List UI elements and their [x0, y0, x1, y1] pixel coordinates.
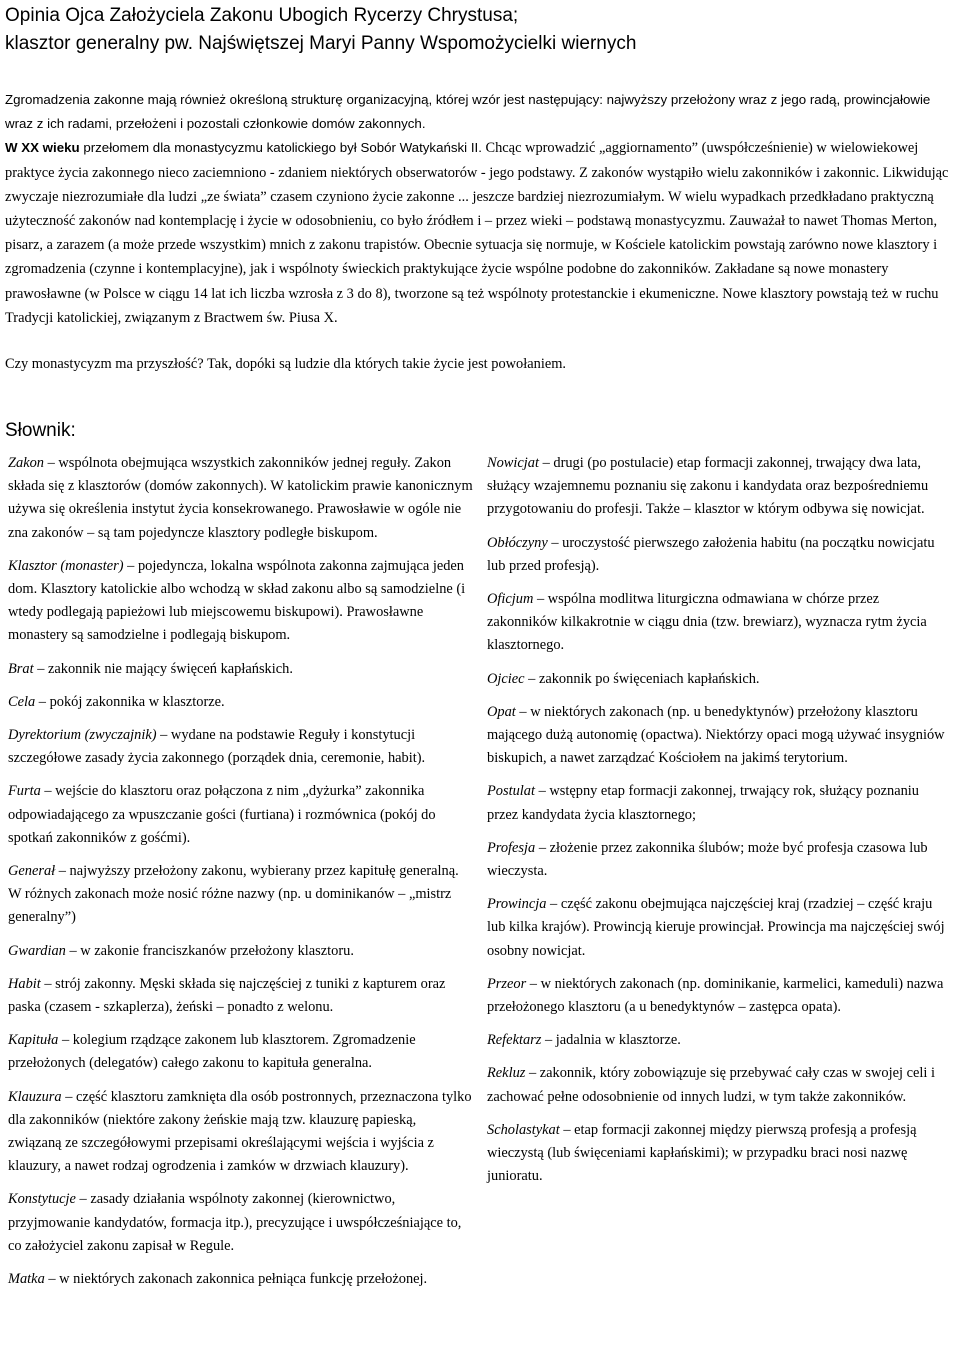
glossary-definition: – w niektórych zakonach zakonnica pełniąca funkcję przełożonej. [44, 1271, 428, 1288]
glossary-term: Dyrektorium (zwyczajnik) [8, 727, 157, 744]
glossary-entry [487, 588, 952, 658]
glossary-definition: – wstępny etap formacji zakonnej, trwający rok, służący poznaniu przez kandydata życia klasztornego; [487, 783, 919, 823]
glossary-term: Brat [8, 660, 34, 677]
glossary-entry [8, 940, 473, 963]
intro-body-text: Chcąc wprowadzić „aggiornamento” (uwspółcześnienie) w wielowiekowej praktyce życia zakonnego nieco zaciemniono - zdaniem niektórych obserwatorów - jego podstawy. Z zakonów wystąpiło wielu zakonników i zakonnic. Likwidując zwyczaje niezrozumiałe dla ludzi „ze świata” czasem czyniono życie zakonne ... jeszcze bardziej niezrozumiałym. W wielu wypadkach przedkładano praktyczną użyteczność zakonów nad kontemplację i życie w odosobnieniu, co było źródłem i – przez wieki – podstawą monastycyzmu. Zauważał to nawet Thomas Merton, pisarz, a zarazem (a może przede wszystkim) mnich z zakonu trapistów. Obecnie sytuacja się normuje, w Kościele katolickim powstają zarówno nowe klasztory i zgromadzenia (czynne i kontemplacyjne), jak i wspólnoty świeckich praktykujące życie wspólne podobne do zakonników. Zakładane są nowe monastery prawosławne (w Polsce w ciągu 14 lat ich liczba wzrosła z 3 do 8), tworzone są też wspólnoty protestanckie i ekumeniczne. Nowe klasztory powstają też w ruchu Tradycji katolickiej, związanym z Bractwem św. Piusa X. [5, 140, 949, 326]
glossary-definition: – złożenie przez zakonnika ślubów; może być profesja czasowa lub wieczysta. [487, 839, 928, 880]
glossary-definition: – część zakonu obejmująca najczęściej kraj (rzadziej – część kraju lub kilka krajów). Prowincją kieruje prowincjał. Prowincja ma najczęściej swój osobny nowicjat. [487, 896, 945, 959]
glossary-definition: – uroczystość pierwszego założenia habitu (na początku nowicjatu lub przed profesją). [487, 534, 935, 574]
glossary-term: Nowicjat [487, 455, 539, 471]
glossary-definition: – zakonnik nie mający święceń kapłańskich. [33, 660, 293, 677]
intro-sentence-structure: Zgromadzenia zakonne mają również określoną strukturę organizacyjną, której wzór jest następujący: najwyższy przełożony wraz z jego radą, prowincjałowie wraz z ich radami, przełożeni i pozostali członkowie domów zakonnych. [5, 92, 931, 132]
glossary-definition: – w niektórych zakonach (np. u benedyktynów) przełożony klasztoru mającego dużą autonomię (opactwa). Niektórzy opaci mogą używać insygniów biskupich, a nawet zarządzać Kościołem na jakimś terytorium. [487, 703, 945, 767]
glossary-term: Cela [8, 693, 36, 710]
intro-vatican-council: przełomem dla monastycyzmu katolickiego był Sobór Watykański II. [79, 140, 482, 156]
document-title [5, 2, 955, 58]
glossary-term: Przeor [487, 975, 527, 992]
glossary-term: Matka [8, 1271, 45, 1288]
glossary-term: Zakon [8, 455, 44, 471]
glossary-definition: – w niektórych zakonach (np. dominikanie, karmelici, kameduli) nazwa przełożonego klasztoru (a u benedyktynów – zastępca opata). [487, 975, 944, 1016]
glossary-term: Furta [8, 783, 41, 800]
glossary-definition: – zakonnik po święceniach kapłańskich. [524, 670, 760, 687]
glossary-definition: – drugi (po postulacie) etap formacji zakonnej, trwający dwa lata, służący wzajemnemu poznaniu się zakonu i kandydata oraz bezpośredniemu przygotowaniu do profesji. Także – klasztor w którym odbywa się nowicjat. [487, 455, 929, 518]
glossary-definition: – zasady działania wspólnoty zakonnej (kierownictwo, przyjmowanie kandydatów, formacja itp.), precyzujące i uwspółcześniające to, co założyciel zakonu zapisał w Regule. [8, 1191, 462, 1254]
glossary-entry [8, 555, 473, 648]
glossary-entry [8, 860, 473, 930]
glossary-definition: – jadalnia w klasztorze. [541, 1032, 681, 1049]
glossary-heading: Słownik: [5, 420, 76, 441]
glossary-term: Scholastykat [487, 1121, 560, 1138]
glossary-term: Habit [8, 975, 41, 992]
glossary-column-left [8, 452, 473, 1301]
glossary-definition: – w zakonie franciszkanów przełożony klasztoru. [65, 942, 354, 959]
glossary-entry [8, 724, 473, 770]
glossary-entry [8, 1029, 473, 1075]
glossary-entry [487, 452, 952, 522]
glossary-entry [487, 893, 952, 963]
glossary-definition: – etap formacji zakonnej między pierwszą profesją a profesją wieczystą (lub święceniami kapłańskimi); w przypadku braci nosi nazwę junioratu. [487, 1121, 917, 1185]
glossary-entry [8, 452, 473, 545]
glossary-entry [487, 837, 952, 883]
glossary-entry [487, 973, 952, 1019]
title-line-1: Opinia Ojca Założyciela Zakonu Ubogich Rycerzy Chrystusa; [5, 5, 519, 26]
glossary-definition: – najwyższy przełożony zakonu, wybierany przez kapitułę generalną. W różnych zakonach może nosić różne nazwy (np. u dominikanów – „mistrz generalny”) [8, 863, 459, 926]
glossary-term: Rekluz [487, 1065, 526, 1082]
glossary-entry [487, 1062, 952, 1108]
glossary-definition: – zakonnik, który zobowiązuje się przebywać cały czas w swojej celi i zachować pełne odosobnienie od innych ludzi, w tym także zakonników. [487, 1065, 935, 1105]
glossary-term: Obłóczyny [487, 534, 548, 551]
glossary-term: Opat [487, 703, 516, 720]
glossary-term: Profesja [487, 839, 536, 856]
glossary-definition: – część klasztoru zamknięta dla osób postronnych, przeznaczona tylko dla zakonników (niektóre zakony żeńskie mają tzw. klauzurę papieską, związaną ze szczegółowymi przepisami określającymi wejścia i wyjścia z klauzury, a nawet rodzaj ogrodzenia i zamków w drzwiach klauzury). [8, 1088, 472, 1175]
glossary-definition: – wspólna modlitwa liturgiczna odmawiana w chórze przez zakonników kilkakrotnie w ciągu dnia (tzw. brewiarz), wyznacza rytm życia klasztornego. [487, 591, 927, 654]
glossary-definition: – wydane na podstawie Reguły i konstytucji szczegółowe zasady życia zakonnego (porządek dnia, ceremonie, habit). [8, 727, 426, 767]
glossary-term: Oficjum [487, 591, 534, 608]
title-line-2: klasztor generalny pw. Najświętszej Maryi Panny Wspomożycielki wiernych [5, 33, 637, 54]
intro-paragraph [5, 88, 957, 330]
glossary-entry [8, 1188, 473, 1258]
intro-xx-century: W XX wieku [5, 140, 80, 156]
glossary-term: Konstytucje [8, 1191, 76, 1208]
glossary-entry [487, 668, 952, 691]
glossary-column-right [487, 452, 952, 1198]
glossary-entry [487, 532, 952, 578]
glossary-definition: – wspólnota obejmująca wszystkich zakonników jednej reguły. Zakon składa się z klasztorów (domów zakonnych). W katolickim prawie kanonicznym używa się określenia instytut życia konsekrowanego. Prawosławie w ogóle nie zna zakonów – są tam pojedyncze klasztory podległe biskupom. [8, 455, 473, 541]
glossary-term: Gwardian [8, 942, 66, 959]
glossary-term: Generał [8, 863, 56, 880]
glossary-entry [8, 1268, 473, 1291]
glossary-definition: – wejście do klasztoru oraz połączona z nim „dyżurka” zakonnika odpowiadającego za wpuszczanie gości (furtiana) i rozmównica (pokój do spotkań zakonników z gośćmi). [8, 783, 436, 846]
glossary-term: Prowincja [487, 896, 547, 913]
glossary-entry [487, 701, 952, 771]
closing-question: Czy monastycyzm ma przyszłość? Tak, dopóki są ludzie dla których takie życie jest powołaniem. [5, 356, 566, 372]
glossary-definition: – pokój zakonnika w klasztorze. [35, 693, 225, 710]
glossary-entry [8, 658, 473, 681]
glossary-definition: – kolegium rządzące zakonem lub klasztorem. Zgromadzenie przełożonych (delegatów) całego zakonu to kapituła generalna. [8, 1032, 416, 1072]
glossary-term: Kapituła [8, 1032, 59, 1049]
glossary-entry [487, 1029, 952, 1052]
glossary-term: Ojciec [487, 670, 525, 687]
glossary-entry [8, 1086, 473, 1179]
glossary-entry [8, 780, 473, 850]
glossary-entry [487, 1119, 952, 1189]
glossary-entry [487, 780, 952, 826]
glossary-term: Klasztor (monaster) [8, 557, 124, 574]
glossary-definition: – strój zakonny. Męski składa się najczęściej z tuniki z kapturem oraz paska (czasem - szkaplerza), żeński – ponadto z welonu. [8, 975, 446, 1016]
glossary-term: Refektarz [487, 1032, 542, 1049]
glossary-definition: – pojedyncza, lokalna wspólnota zakonna zajmująca jeden dom. Klasztory katolickie albo wchodzą w skład zakonu albo są samodzielne (i wtedy podlegają papieżowi lub miejscowemu biskupowi). Prawosławne monastery są samodzielne i podlegają biskupom. [8, 557, 466, 644]
glossary-term: Klauzura [8, 1088, 62, 1105]
glossary-entry [8, 691, 473, 714]
glossary-entry [8, 973, 473, 1019]
glossary-term: Postulat [487, 783, 535, 800]
